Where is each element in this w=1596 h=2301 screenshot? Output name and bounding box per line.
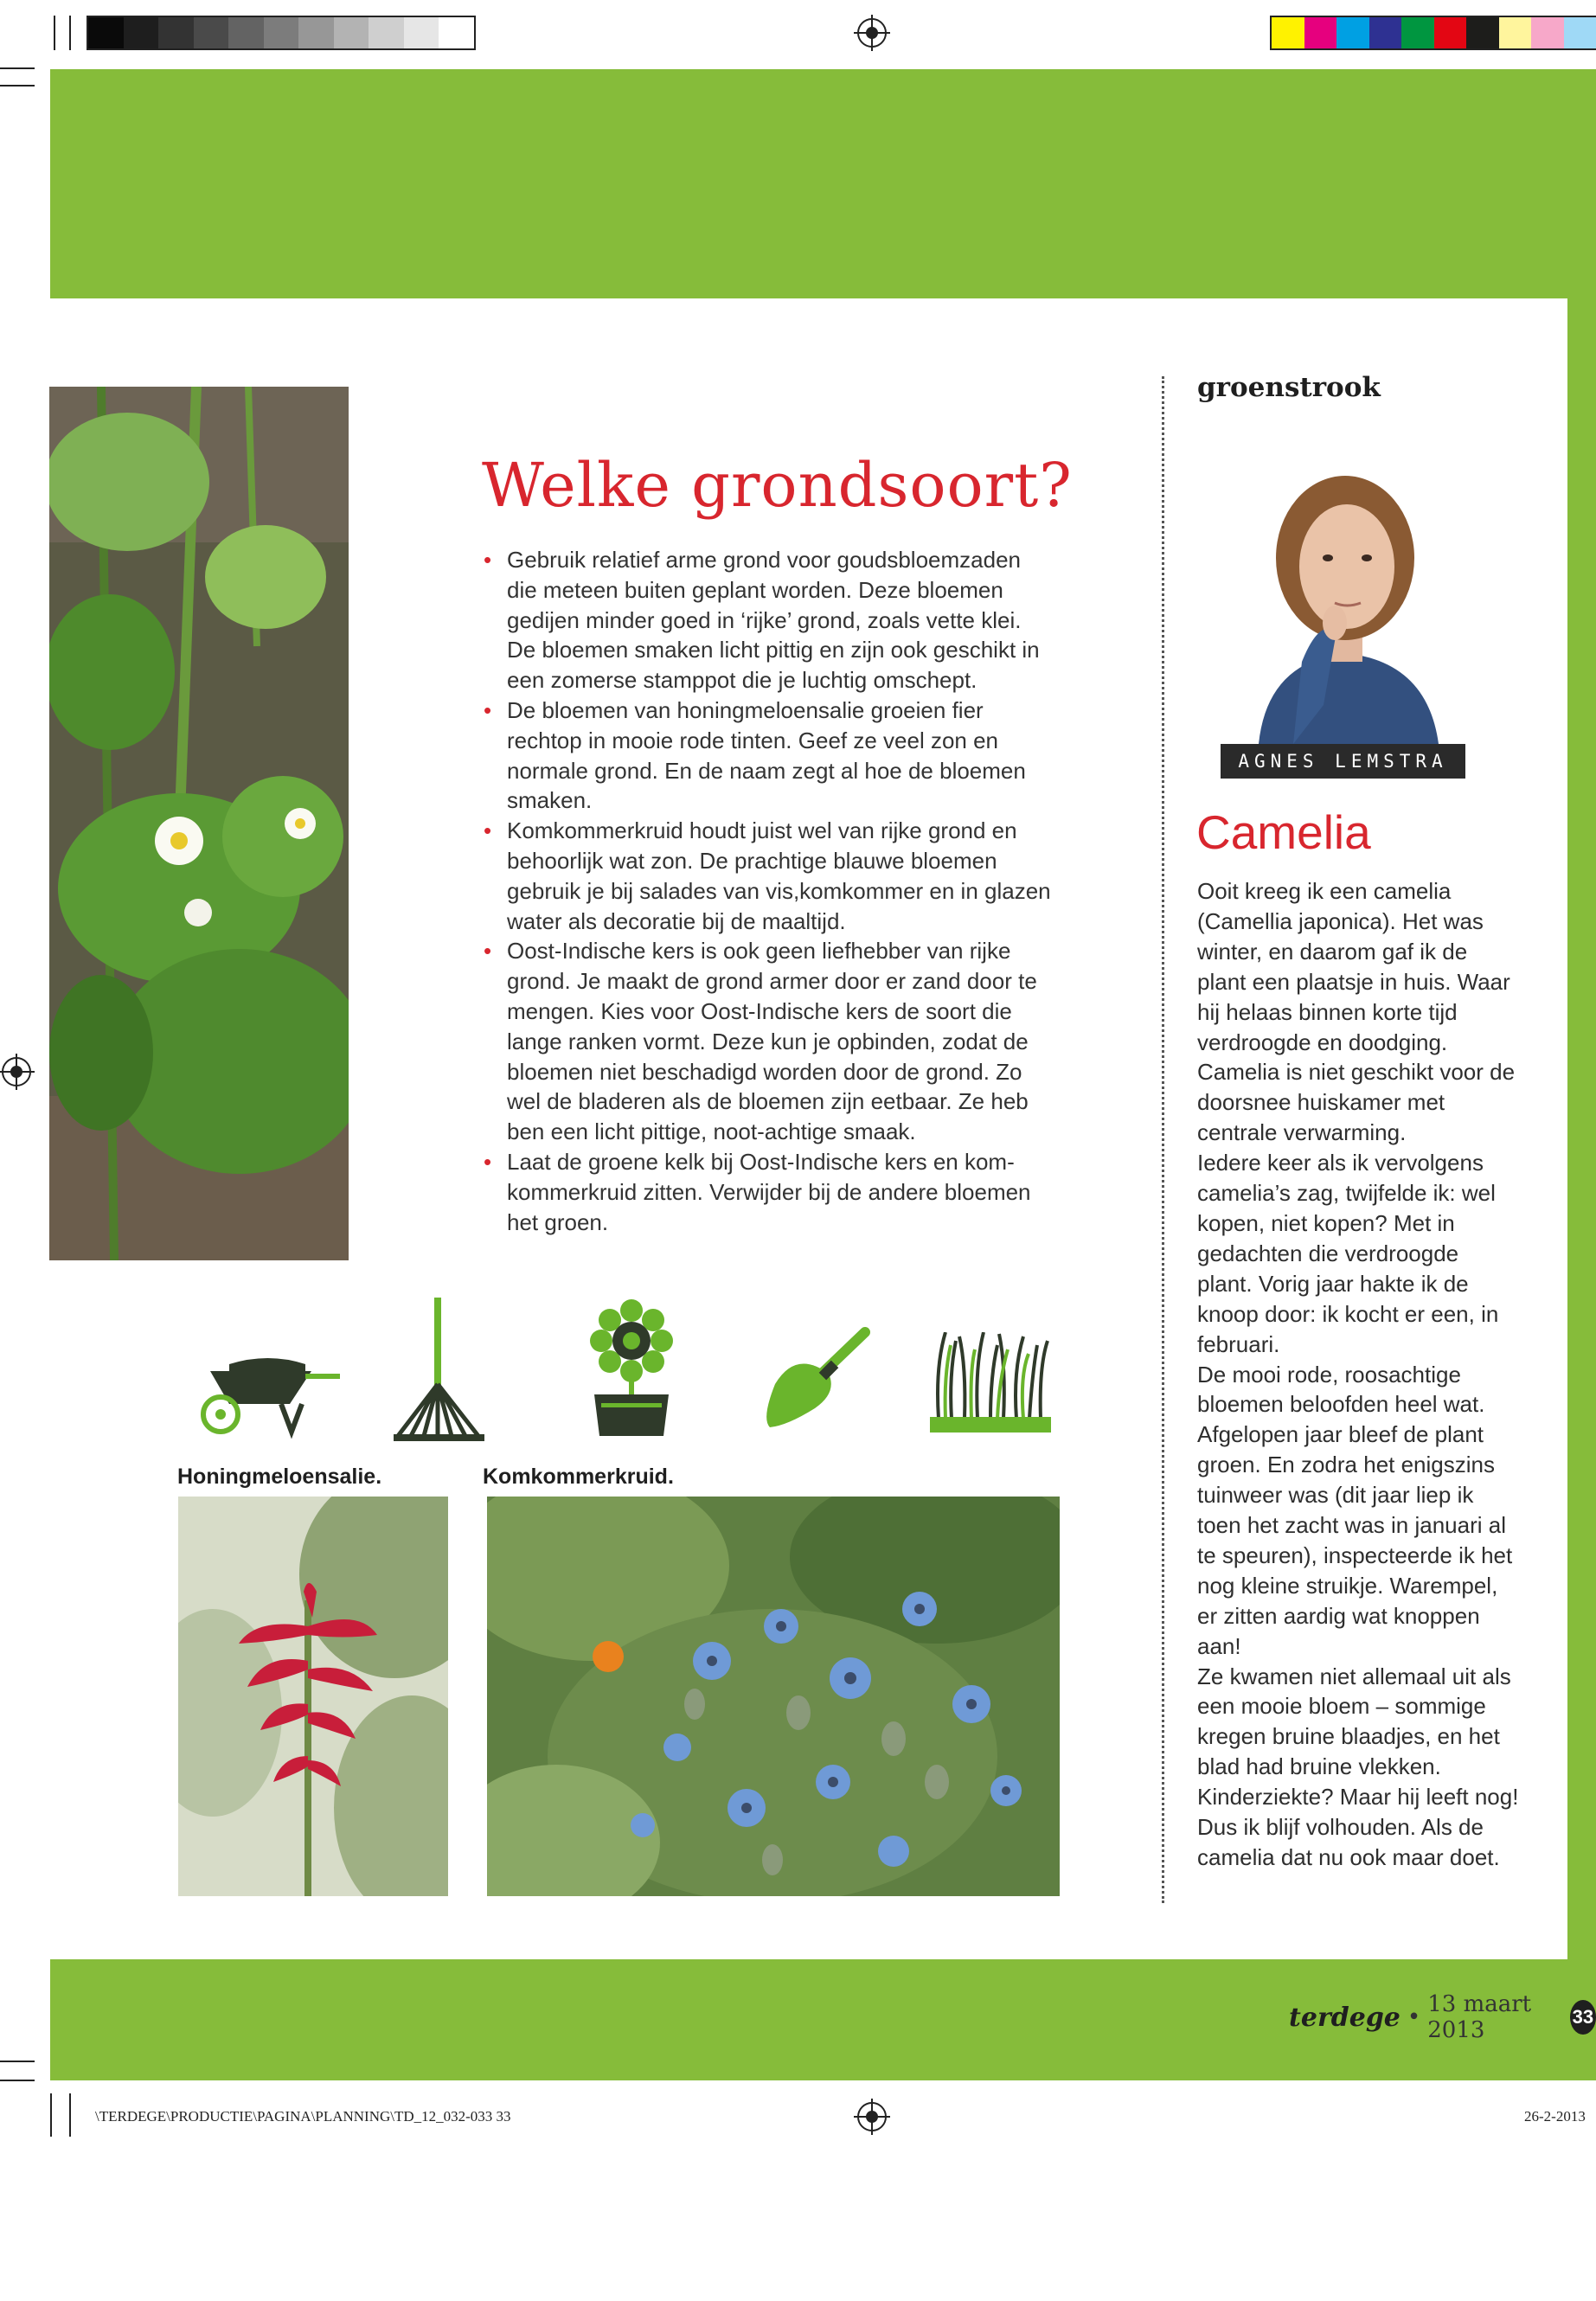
wheelbarrow-icon xyxy=(195,1345,342,1440)
page-number: 33 xyxy=(1570,2000,1596,2035)
rake-icon xyxy=(389,1298,489,1445)
magazine-name: terdege xyxy=(1289,2002,1401,2033)
author-name-tag: AGNES LEMSTRA xyxy=(1221,744,1465,779)
grass-icon xyxy=(930,1332,1051,1436)
nasturtium-photo xyxy=(49,387,349,1260)
crop-mark-bottom-left-3 xyxy=(50,2093,52,2137)
bullet-item: • De bloemen van honingmeloensalie groeien fier rechtop in mooie rode tinten. Geef ze veel zon en normale grond. En de naam zegt al hoe de bloemen smaken. xyxy=(484,695,1054,816)
crop-mark-left-1 xyxy=(0,67,35,69)
honingmeloensalie-photo xyxy=(178,1497,448,1896)
crop-mark-left-2 xyxy=(0,85,35,87)
komkommerkruid-photo xyxy=(487,1497,1060,1896)
caption-komkommerkruid: Komkommerkruid. xyxy=(483,1465,674,1489)
article-bullets xyxy=(484,545,1054,1237)
column-body: Ooit kreeg ik een camelia (Camellia japonica). Het was winter, en daarom gaf ik de plant een plaatsje in huis. Waar hij helaas binnen korte tijd verdroogde en doodging. Camelia is niet geschikt voor de doorsnee huiskamer met centrale verwarming. Iedere keer als ik vervolgens camelia’s zag, twijfelde ik: wel kopen, niet kopen? Met in gedachten die verdroogde plant. Vorig jaar hakte ik de knoop door: ik kocht er een, in februari. De mooi rode, roosachtige bloemen beloofden heel wat. Afgelopen jaar bleef de plant groen. En zodra het enigszins tuinweer was (dit jaar liep ik toen het zacht was in januari al te speuren), inspecteerde ik het nog kleine struikje. Warempel, er zitten aardig wat knoppen aan! Ze kwamen niet allemaal uit als een mooie bloem – sommige kregen bruine blaadjes, en het blad had bruine vlekken. Kinderziekte? Maar hij leeft nog! Dus ik blijf volhouden. Als de camelia dat nu ook maar doet. xyxy=(1197,878,1519,1870)
crop-mark-bottom-left-1 xyxy=(0,2061,35,2062)
print-slug-path: \TERDEGE\PRODUCTIE\PAGINA\PLANNING\TD_12_032-033 33 xyxy=(95,2108,511,2125)
bullet-item: • Laat de groene kelk bij Oost-Indische kers en kom- kommerkruid zitten. Verwijder bij de andere bloemen het groen. xyxy=(484,1147,1054,1237)
magazine-footer xyxy=(1289,1991,1596,2043)
registration-target-top xyxy=(857,18,887,48)
column-section-label: groenstrook xyxy=(1197,372,1381,403)
grayscale-strip xyxy=(87,16,476,50)
color-bar xyxy=(1270,16,1596,50)
issue-date: 13 maart 2013 xyxy=(1427,1991,1532,2043)
crop-mark-bottom-left-4 xyxy=(69,2093,71,2137)
registration-target-left xyxy=(2,1057,31,1086)
crop-mark-bottom-left-2 xyxy=(0,2080,35,2081)
caption-honingmeloensalie: Honingmeloensalie. xyxy=(177,1465,382,1489)
column-title: Camelia xyxy=(1196,805,1371,859)
crop-mark-top-left-2 xyxy=(69,16,71,50)
article-title: Welke grondsoort? xyxy=(482,450,1073,521)
footer-separator: • xyxy=(1407,2004,1421,2030)
potted-flower-icon xyxy=(584,1298,679,1440)
registration-target-bottom xyxy=(857,2102,887,2131)
column-divider xyxy=(1162,376,1164,1903)
print-slug-date: 26-2-2013 xyxy=(1524,2108,1586,2125)
green-band-right xyxy=(1567,285,1596,1981)
green-band-top xyxy=(50,69,1596,298)
bullet-item: • Oost-Indische kers is ook geen liefhebber van rijke grond. Je maakt de grond armer door er zand door te mengen. Kies voor Oost-Indische kers de soort die lange ranken vormt. Deze kun je opbinden, zodat de bloemen niet beschadigd worden door de grond. Zo wel de bladeren als de bloemen zijn eetbaar. Ze heb ben een licht pittige, noot-achtige smaak. xyxy=(484,936,1054,1147)
author-portrait xyxy=(1241,445,1453,744)
bullet-item: • Komkommerkruid houdt juist wel van rijke grond en behoorlijk wat zon. De prachtige blauwe bloemen gebruik je bij salades van vis,komkommer en in glazen water als decoratie bij de maaltijd. xyxy=(484,816,1054,936)
bullet-item: • Gebruik relatief arme grond voor goudsbloemzaden die meteen buiten geplant worden. Deze bloemen gedijen minder goed in ‘rijke’ grond, zoals vette klei. De bloemen smaken licht pittig en zijn ook geschikt in een zomerse stamppot die je luchtig omschept. xyxy=(484,545,1054,695)
trowel-icon xyxy=(761,1324,874,1436)
crop-mark-top-left xyxy=(54,16,55,50)
